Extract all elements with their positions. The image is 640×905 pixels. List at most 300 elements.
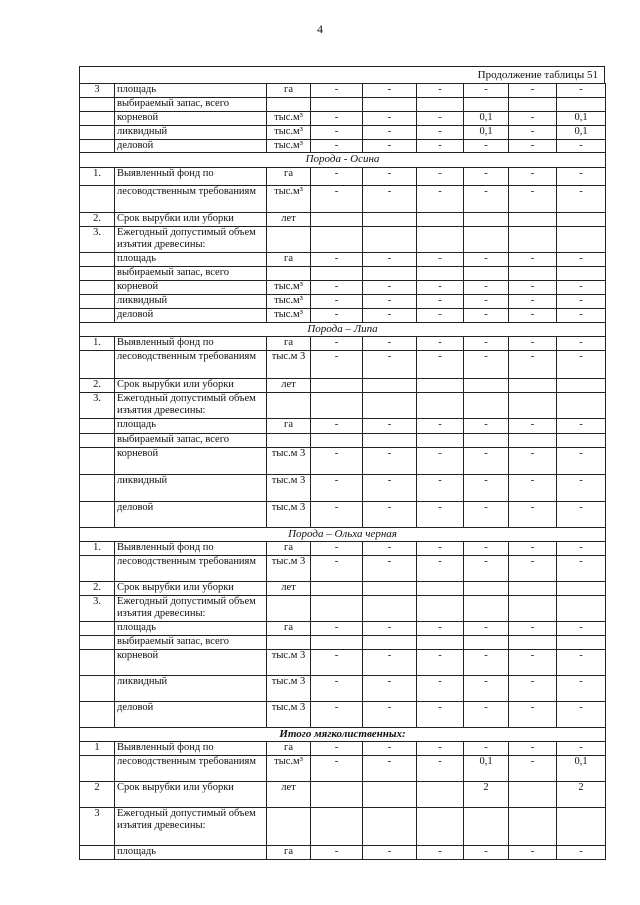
table-row bbox=[80, 650, 606, 676]
value-cell: - bbox=[509, 846, 557, 860]
value-cell: - bbox=[417, 126, 464, 140]
unit-cell: тыс.м 3 bbox=[267, 556, 311, 582]
value-cell: - bbox=[464, 309, 509, 323]
value-cell bbox=[509, 582, 557, 596]
row-label: Срок вырубки или уборки bbox=[115, 213, 267, 227]
table-row bbox=[80, 676, 606, 702]
row-number bbox=[80, 434, 115, 448]
table-row bbox=[80, 253, 606, 267]
value-cell bbox=[363, 379, 417, 393]
row-label: деловой bbox=[115, 702, 267, 728]
value-cell: - bbox=[557, 186, 606, 213]
value-cell bbox=[557, 582, 606, 596]
row-label: деловой bbox=[115, 140, 267, 153]
table-row bbox=[80, 351, 606, 379]
value-cell: - bbox=[509, 140, 557, 153]
value-cell: - bbox=[557, 84, 606, 98]
value-cell: - bbox=[557, 309, 606, 323]
value-cell bbox=[464, 636, 509, 650]
value-cell bbox=[557, 379, 606, 393]
value-cell bbox=[557, 596, 606, 622]
value-cell bbox=[509, 434, 557, 448]
value-cell bbox=[311, 379, 363, 393]
value-cell: - bbox=[417, 702, 464, 728]
value-cell: - bbox=[363, 846, 417, 860]
unit-cell: тыс.м³ bbox=[267, 756, 311, 782]
value-cell: - bbox=[557, 502, 606, 528]
row-label: выбираемый запас, всего bbox=[115, 434, 267, 448]
table-row bbox=[80, 556, 606, 582]
continuation-label: Продолжение таблицы 51 bbox=[79, 66, 605, 83]
value-cell bbox=[417, 393, 464, 419]
value-cell: - bbox=[311, 419, 363, 434]
table-row bbox=[80, 98, 606, 112]
table-row bbox=[80, 112, 606, 126]
value-cell: - bbox=[311, 542, 363, 556]
value-cell: - bbox=[311, 502, 363, 528]
table-row bbox=[80, 379, 606, 393]
value-cell: 0,1 bbox=[557, 756, 606, 782]
table-row bbox=[80, 448, 606, 475]
unit-cell: тыс.м³ bbox=[267, 112, 311, 126]
row-number bbox=[80, 419, 115, 434]
unit-cell: тыс.м 3 bbox=[267, 475, 311, 502]
value-cell bbox=[464, 98, 509, 112]
value-cell: - bbox=[464, 168, 509, 186]
row-label: Ежегодный допустимый объем изъятия древесины: bbox=[115, 227, 267, 253]
value-cell: - bbox=[557, 351, 606, 379]
unit-cell bbox=[267, 393, 311, 419]
table-row bbox=[80, 582, 606, 596]
value-cell: - bbox=[509, 419, 557, 434]
row-label: Ежегодный допустимый объем изъятия древесины: bbox=[115, 393, 267, 419]
value-cell: - bbox=[509, 475, 557, 502]
value-cell: - bbox=[311, 351, 363, 379]
value-cell: - bbox=[557, 281, 606, 295]
value-cell bbox=[363, 636, 417, 650]
value-cell: - bbox=[509, 281, 557, 295]
row-number: 1. bbox=[80, 542, 115, 556]
value-cell: - bbox=[509, 448, 557, 475]
value-cell: - bbox=[417, 253, 464, 267]
value-cell: - bbox=[509, 502, 557, 528]
row-label: Срок вырубки или уборки bbox=[115, 582, 267, 596]
value-cell: - bbox=[509, 650, 557, 676]
value-cell bbox=[464, 393, 509, 419]
value-cell: - bbox=[417, 448, 464, 475]
unit-cell: га bbox=[267, 168, 311, 186]
value-cell: - bbox=[311, 448, 363, 475]
row-label: Выявленный фонд по bbox=[115, 337, 267, 351]
value-cell: - bbox=[509, 622, 557, 636]
value-cell bbox=[509, 636, 557, 650]
row-label: корневой bbox=[115, 650, 267, 676]
value-cell bbox=[363, 596, 417, 622]
unit-cell: тыс.м³ bbox=[267, 140, 311, 153]
section-title: Порода – Липа bbox=[80, 323, 606, 337]
value-cell: - bbox=[464, 448, 509, 475]
table-row bbox=[80, 168, 606, 186]
row-label: Срок вырубки или уборки bbox=[115, 782, 267, 808]
value-cell bbox=[557, 393, 606, 419]
row-label: площадь bbox=[115, 419, 267, 434]
value-cell bbox=[509, 267, 557, 281]
value-cell: - bbox=[311, 295, 363, 309]
value-cell bbox=[363, 393, 417, 419]
table-row bbox=[80, 227, 606, 253]
value-cell: - bbox=[417, 542, 464, 556]
value-cell: - bbox=[311, 742, 363, 756]
unit-cell bbox=[267, 808, 311, 846]
value-cell: - bbox=[311, 126, 363, 140]
value-cell: - bbox=[557, 295, 606, 309]
value-cell: 2 bbox=[557, 782, 606, 808]
value-cell: - bbox=[509, 676, 557, 702]
row-label: ликвидный bbox=[115, 676, 267, 702]
value-cell: - bbox=[363, 742, 417, 756]
unit-cell: лет bbox=[267, 782, 311, 808]
row-number bbox=[80, 756, 115, 782]
row-label: лесоводственным требованиям bbox=[115, 556, 267, 582]
value-cell: - bbox=[311, 556, 363, 582]
value-cell: - bbox=[363, 622, 417, 636]
value-cell bbox=[417, 582, 464, 596]
value-cell: - bbox=[363, 475, 417, 502]
value-cell: - bbox=[363, 112, 417, 126]
value-cell: - bbox=[417, 846, 464, 860]
table-body bbox=[80, 84, 606, 860]
row-number: 1 bbox=[80, 742, 115, 756]
value-cell: - bbox=[464, 84, 509, 98]
table-row bbox=[80, 84, 606, 98]
row-number bbox=[80, 281, 115, 295]
value-cell: - bbox=[464, 676, 509, 702]
value-cell bbox=[417, 782, 464, 808]
row-label: Выявленный фонд по bbox=[115, 542, 267, 556]
value-cell bbox=[509, 227, 557, 253]
table-row bbox=[80, 542, 606, 556]
row-number: 1. bbox=[80, 168, 115, 186]
value-cell: - bbox=[311, 309, 363, 323]
unit-cell bbox=[267, 434, 311, 448]
value-cell: - bbox=[464, 351, 509, 379]
value-cell bbox=[557, 227, 606, 253]
value-cell: - bbox=[363, 140, 417, 153]
value-cell: - bbox=[417, 742, 464, 756]
value-cell: - bbox=[464, 502, 509, 528]
unit-cell: га bbox=[267, 742, 311, 756]
value-cell: - bbox=[311, 84, 363, 98]
value-cell bbox=[464, 582, 509, 596]
value-cell: - bbox=[363, 281, 417, 295]
row-number bbox=[80, 140, 115, 153]
row-label: корневой bbox=[115, 112, 267, 126]
row-number: 1. bbox=[80, 337, 115, 351]
row-label: площадь bbox=[115, 253, 267, 267]
value-cell: - bbox=[509, 556, 557, 582]
row-label: Ежегодный допустимый объем изъятия древесины: bbox=[115, 808, 267, 846]
value-cell bbox=[311, 98, 363, 112]
row-label: выбираемый запас, всего bbox=[115, 636, 267, 650]
row-number: 2. bbox=[80, 213, 115, 227]
row-number bbox=[80, 126, 115, 140]
unit-cell: тыс.м 3 bbox=[267, 650, 311, 676]
value-cell: - bbox=[509, 112, 557, 126]
value-cell: - bbox=[557, 742, 606, 756]
table-row bbox=[80, 808, 606, 846]
value-cell bbox=[509, 213, 557, 227]
value-cell: 2 bbox=[464, 782, 509, 808]
section-title: Порода - Осина bbox=[80, 153, 606, 168]
table-row bbox=[80, 434, 606, 448]
forest-fund-table bbox=[79, 83, 606, 860]
unit-cell: га bbox=[267, 419, 311, 434]
value-cell bbox=[464, 227, 509, 253]
value-cell: - bbox=[509, 337, 557, 351]
table-row bbox=[80, 742, 606, 756]
row-label: ликвидный bbox=[115, 475, 267, 502]
page-number: 4 bbox=[317, 22, 323, 36]
value-cell: - bbox=[363, 186, 417, 213]
unit-cell: тыс.м 3 bbox=[267, 676, 311, 702]
value-cell: - bbox=[464, 742, 509, 756]
table-row bbox=[80, 782, 606, 808]
unit-cell: тыс.м³ bbox=[267, 281, 311, 295]
value-cell bbox=[311, 434, 363, 448]
value-cell: - bbox=[509, 702, 557, 728]
unit-cell bbox=[267, 636, 311, 650]
value-cell bbox=[417, 98, 464, 112]
value-cell: - bbox=[311, 140, 363, 153]
row-label: площадь bbox=[115, 84, 267, 98]
value-cell: - bbox=[417, 309, 464, 323]
row-label: площадь bbox=[115, 846, 267, 860]
row-number bbox=[80, 309, 115, 323]
table-row bbox=[80, 502, 606, 528]
row-label: лесоводственным требованиям bbox=[115, 756, 267, 782]
value-cell bbox=[311, 636, 363, 650]
table-row bbox=[80, 393, 606, 419]
value-cell: - bbox=[311, 676, 363, 702]
value-cell bbox=[363, 267, 417, 281]
row-number bbox=[80, 112, 115, 126]
value-cell bbox=[311, 782, 363, 808]
value-cell: - bbox=[311, 253, 363, 267]
row-label: корневой bbox=[115, 281, 267, 295]
value-cell bbox=[509, 596, 557, 622]
value-cell bbox=[417, 808, 464, 846]
value-cell: - bbox=[363, 84, 417, 98]
value-cell: - bbox=[509, 309, 557, 323]
section-title: Итого мягколиственных: bbox=[80, 728, 606, 742]
value-cell: - bbox=[363, 168, 417, 186]
value-cell: - bbox=[363, 756, 417, 782]
value-cell: - bbox=[557, 702, 606, 728]
row-number bbox=[80, 295, 115, 309]
unit-cell: тыс.м 3 bbox=[267, 502, 311, 528]
value-cell: - bbox=[417, 168, 464, 186]
value-cell: - bbox=[311, 281, 363, 295]
value-cell bbox=[363, 213, 417, 227]
value-cell: - bbox=[363, 351, 417, 379]
table-row bbox=[80, 846, 606, 860]
row-number bbox=[80, 475, 115, 502]
value-cell: - bbox=[509, 84, 557, 98]
value-cell: - bbox=[464, 337, 509, 351]
value-cell bbox=[417, 596, 464, 622]
table-row bbox=[80, 295, 606, 309]
row-number bbox=[80, 502, 115, 528]
row-number: 2 bbox=[80, 782, 115, 808]
value-cell: 0,1 bbox=[464, 756, 509, 782]
value-cell bbox=[311, 808, 363, 846]
value-cell bbox=[464, 379, 509, 393]
table-row bbox=[80, 702, 606, 728]
unit-cell: лет bbox=[267, 213, 311, 227]
value-cell: - bbox=[417, 186, 464, 213]
value-cell: - bbox=[464, 475, 509, 502]
value-cell: - bbox=[557, 337, 606, 351]
value-cell: - bbox=[509, 126, 557, 140]
unit-cell: тыс.м 3 bbox=[267, 448, 311, 475]
value-cell: - bbox=[311, 846, 363, 860]
value-cell bbox=[311, 213, 363, 227]
value-cell bbox=[557, 636, 606, 650]
value-cell bbox=[509, 98, 557, 112]
section-header-row bbox=[80, 728, 606, 742]
table-row bbox=[80, 419, 606, 434]
value-cell bbox=[509, 393, 557, 419]
value-cell: 0,1 bbox=[464, 112, 509, 126]
value-cell bbox=[557, 808, 606, 846]
row-label: ликвидный bbox=[115, 126, 267, 140]
unit-cell bbox=[267, 596, 311, 622]
section-header-row bbox=[80, 323, 606, 337]
value-cell: - bbox=[311, 337, 363, 351]
row-number: 2. bbox=[80, 582, 115, 596]
value-cell: - bbox=[557, 650, 606, 676]
unit-cell: тыс.м³ bbox=[267, 309, 311, 323]
value-cell bbox=[509, 379, 557, 393]
table-row bbox=[80, 622, 606, 636]
value-cell: - bbox=[417, 337, 464, 351]
value-cell bbox=[363, 808, 417, 846]
table-row bbox=[80, 636, 606, 650]
value-cell: - bbox=[557, 475, 606, 502]
value-cell: - bbox=[464, 846, 509, 860]
section-header-row bbox=[80, 528, 606, 542]
value-cell: 0,1 bbox=[464, 126, 509, 140]
value-cell: - bbox=[417, 622, 464, 636]
value-cell: - bbox=[464, 140, 509, 153]
value-cell bbox=[363, 434, 417, 448]
value-cell: 0,1 bbox=[557, 126, 606, 140]
value-cell bbox=[557, 213, 606, 227]
table-row bbox=[80, 309, 606, 323]
value-cell: - bbox=[417, 650, 464, 676]
value-cell bbox=[363, 227, 417, 253]
value-cell: - bbox=[363, 253, 417, 267]
value-cell: - bbox=[509, 542, 557, 556]
value-cell bbox=[311, 267, 363, 281]
row-number bbox=[80, 622, 115, 636]
value-cell bbox=[464, 434, 509, 448]
value-cell: - bbox=[464, 542, 509, 556]
row-label: Выявленный фонд по bbox=[115, 742, 267, 756]
row-label: лесоводственным требованиям bbox=[115, 351, 267, 379]
value-cell: - bbox=[557, 419, 606, 434]
value-cell: - bbox=[417, 112, 464, 126]
table-row bbox=[80, 267, 606, 281]
row-number bbox=[80, 351, 115, 379]
row-number bbox=[80, 846, 115, 860]
value-cell bbox=[417, 227, 464, 253]
value-cell: - bbox=[464, 702, 509, 728]
forest-table-sheet bbox=[79, 66, 605, 860]
value-cell: - bbox=[363, 676, 417, 702]
table-row bbox=[80, 213, 606, 227]
value-cell: - bbox=[363, 650, 417, 676]
value-cell: - bbox=[363, 702, 417, 728]
value-cell: - bbox=[311, 702, 363, 728]
row-label: ликвидный bbox=[115, 295, 267, 309]
value-cell: - bbox=[464, 186, 509, 213]
section-header-row bbox=[80, 153, 606, 168]
value-cell: - bbox=[557, 168, 606, 186]
unit-cell: тыс.м 3 bbox=[267, 351, 311, 379]
value-cell: - bbox=[363, 309, 417, 323]
table-row bbox=[80, 337, 606, 351]
row-label: деловой bbox=[115, 502, 267, 528]
row-number bbox=[80, 636, 115, 650]
table-row bbox=[80, 140, 606, 153]
row-number bbox=[80, 676, 115, 702]
row-label: выбираемый запас, всего bbox=[115, 267, 267, 281]
row-number bbox=[80, 556, 115, 582]
row-label: деловой bbox=[115, 309, 267, 323]
row-number: 3 bbox=[80, 808, 115, 846]
row-number: 3. bbox=[80, 596, 115, 622]
value-cell: - bbox=[557, 448, 606, 475]
unit-cell bbox=[267, 227, 311, 253]
value-cell: - bbox=[509, 756, 557, 782]
value-cell: - bbox=[417, 676, 464, 702]
value-cell: - bbox=[311, 186, 363, 213]
value-cell: - bbox=[417, 756, 464, 782]
value-cell bbox=[464, 596, 509, 622]
row-number bbox=[80, 650, 115, 676]
value-cell: - bbox=[363, 448, 417, 475]
value-cell: - bbox=[557, 846, 606, 860]
value-cell: - bbox=[311, 756, 363, 782]
table-row bbox=[80, 475, 606, 502]
value-cell: - bbox=[311, 622, 363, 636]
value-cell: - bbox=[417, 295, 464, 309]
unit-cell: га bbox=[267, 846, 311, 860]
value-cell: - bbox=[417, 140, 464, 153]
unit-cell: лет bbox=[267, 379, 311, 393]
value-cell bbox=[363, 98, 417, 112]
row-label: Срок вырубки или уборки bbox=[115, 379, 267, 393]
value-cell bbox=[464, 267, 509, 281]
value-cell: - bbox=[417, 556, 464, 582]
row-label: лесоводственным требованиям bbox=[115, 186, 267, 213]
value-cell: - bbox=[464, 253, 509, 267]
value-cell: - bbox=[311, 475, 363, 502]
row-number bbox=[80, 702, 115, 728]
table-row bbox=[80, 756, 606, 782]
value-cell: - bbox=[464, 419, 509, 434]
